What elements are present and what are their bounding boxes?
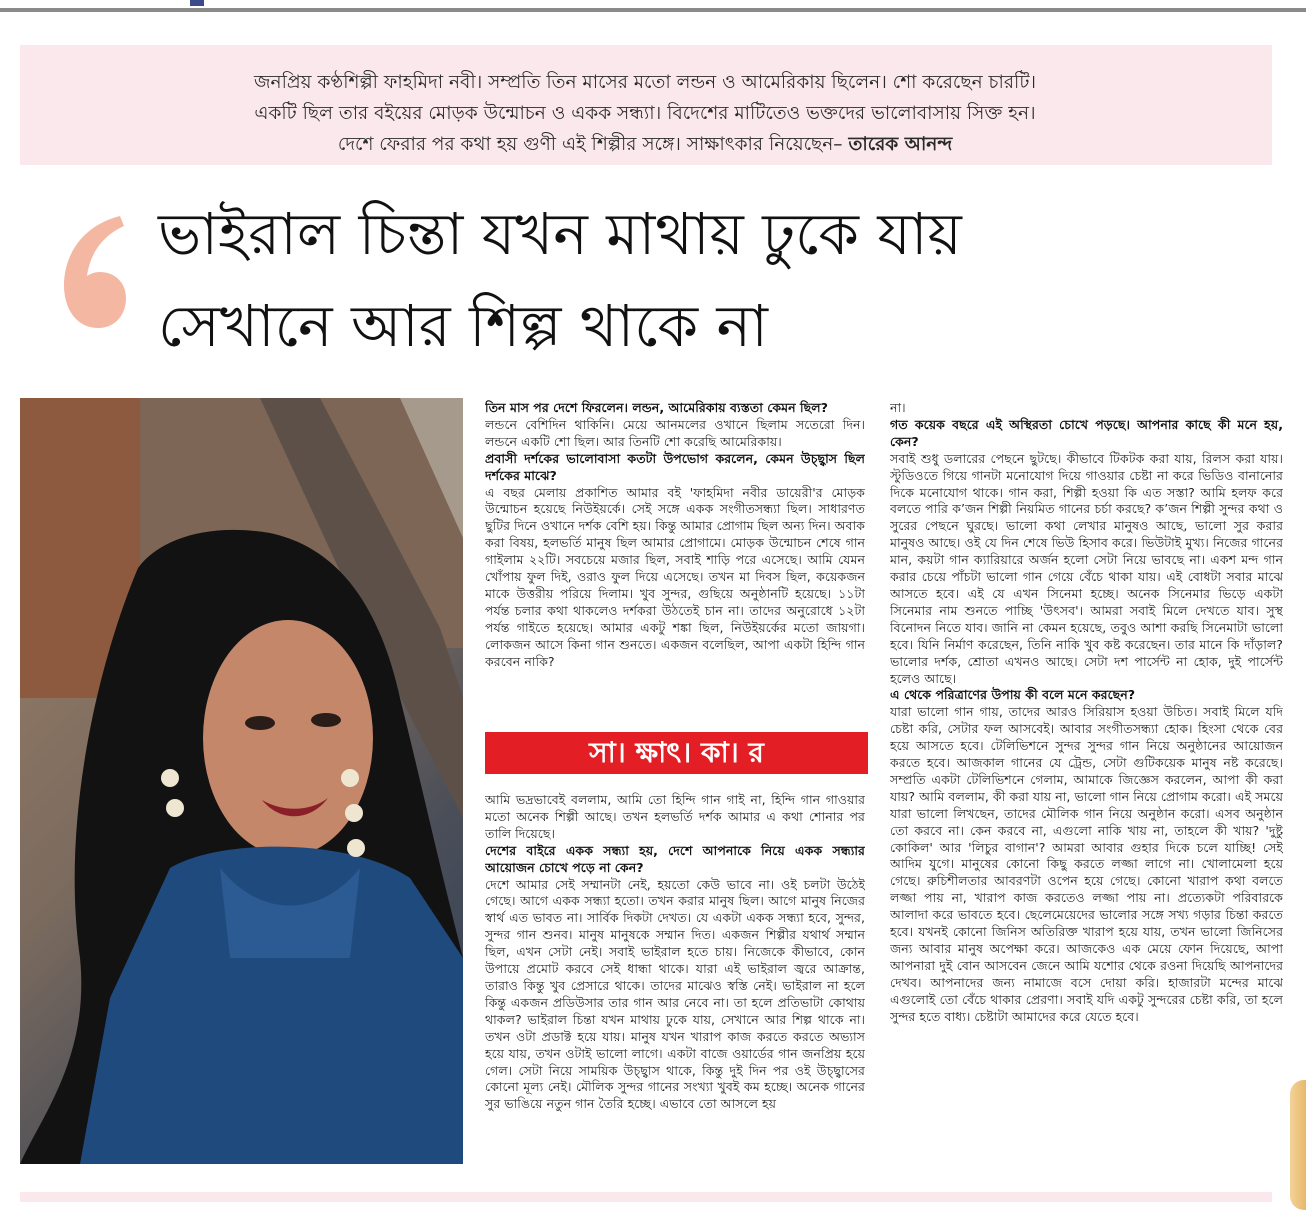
intro-line-3 <box>80 129 1210 160</box>
intro-text <box>80 67 1210 160</box>
interview-question: প্রবাসী দর্শকের ভালোবাসা কতটা উপভোগ করলেন, কেমন উচ্ছ্বাস ছিল দর্শকের মাঝে? <box>485 450 865 483</box>
quote-mark-icon <box>60 212 128 330</box>
interview-answer: এ বছর মেলায় প্রকাশিত আমার বই 'ফাহমিদা নবীর ডায়েরী'র মোড়ক উন্মোচন হয়েছে নিউইয়র্কে। সেই সঙ্গে একক সংগীতসন্ধ্যা ছিল। সাধারণত ছুটির দিনে ওখানে দর্শক বেশি হয়। কিন্তু আমার প্রোগাম ছিল অন্য দিন। অবাক করা বিষয়, হলভর্তি মানুষ ছিল আমার প্রোগামে। মোড়ক উন্মোচন শেষে গান গাইলাম ২২টি। সবচেয়ে মজার ছিল, সবাই শাড়ি পরে এসেছে। আমি যেমন খোঁপায় ফুল দিই, ওরাও ফুল দিয়ে এসেছে। তখন মা দিবস ছিল, কয়েকজন মাকে উত্তরীয় পরিয়ে দিলাম। খুব সুন্দর, গুছিয়ে অনুষ্ঠানটি হয়েছে। ১১টা পর্যন্ত চলার কথা থাকলেও দর্শকরা উঠতেই চান না। তাদের অনুরোধে ১২টা পর্যন্ত গাইতে হয়েছে। আমার একটু শঙ্কা ছিল, নিউইয়র্কের মতো জায়গা। লোকজন আসে কিনা গান শুনতে। একজন বলেছিল, আপা একটা হিন্দি গান করবেন নাকি? <box>485 484 865 669</box>
interview-answer: যারা ভালো গান গায়, তাদের আরও সিরিয়াস হওয়া উচিত। সবাই মিলে যদি চেষ্টা করি, সেটার ফল আসবেই। আবার সংগীতসন্ধ্যা হোক। হিংসা থেকে বের হয়ে আসতে হবে। টেলিভিশনে সুন্দর সুন্দর গান নিয়ে অনুষ্ঠানের আয়োজন করতে হবে। আজকাল গানের যে ট্রেন্ড, সেটা গুটিকয়েক মানুষ নষ্ট করেছে। সম্প্রতি একটা টেলিভিশনে গেলাম, আমাকে জিজ্ঞেস করলেন, আপা কী করা যায়? আমি বললাম, কী করা যায় না, ভালো গান নিয়ে প্রোগাম করো। এই সময়ে যারা ভালো লিখছেন, তাদের মৌলিক গান নিয়ে অনুষ্ঠান করো। এসব অনুষ্ঠান তো করবে না। কেন করবে না, এগুলো নাকি খায় না, তাহলে কী খায়? 'দুষ্টু কোকিল' আর 'লিচুর বাগান'? আমরা আবার গুহার দিকে চলে যাচ্ছি! সেই আদিম যুগে। মানুষের কোনো কিছু করতে লজ্জা লাগে না। খোলামেলা হয়ে গেছে। রুচিশীলতার আবরণটা ওপেন হয়ে গেছে। কোনো খারাপ কথা বলতে লজ্জা পায় না, খারাপ কাজ করতেও লজ্জা পায় না। প্রত্যেকটা পরিবারকে আলাদা করে ভাবতে হবে। ছেলেমেয়েদের ভালোর সঙ্গে সখ্য গড়ার চিন্তা করতে হবে। যখনই কোনো জিনিস অতিরিক্ত খারাপ হয়ে যায়, তখন ভালো জিনিসের জন্য আবার মানুষ অপেক্ষা করে। আজকেও এক মেয়ে ফোন দিয়েছে, আপা আপনারা দুই বোন আসবেন জেনে আমি যশোর থেকে রওনা দিয়েছি আপনাদের দেখব। আপনাদের জন্য নামাজে বসে দোয়া করি। হাজারটা মন্দের মাঝে এগুলোই তো বেঁচে থাকার প্রেরণা। সবাই যদি একটু সুন্দরের চেষ্টা করি, তা হলে সুন্দর হতে বাধ্য। চেষ্টাটা আমাদের করে যেতে হবে। <box>890 704 1283 1024</box>
portrait-photo <box>20 398 463 1164</box>
interview-answer: সবাই শুধু ডলারের পেছনে ছুটছে। কীভাবে টিকটক করা যায়, রিলস করা যায়। স্টুডিওতে গিয়ে গানটা মনোযোগ দিয়ে গাওয়ার চেষ্টা না করে ভিডিও বানানোর দিকে মনোযোগ থাকে। গান করা, শিল্পী হওয়া কি এত সস্তা? আমি হলফ করে বলতে পারি ক’জন শিল্পী নিয়মিত গানের চর্চা করছে? ক’জন শিল্পী সুন্দর কথা ও সুরের পেছনে ঘুরছে। ভালো কথা লেখার মানুষও আছে, ভালো সুর করার মানুষও আছে। ওই যে দিন শেষে ভিউ হিসাব করে। ভিউটাই মুখ্য। নিজের গানের মান, কয়টা গান ক্যারিয়ারে অর্জন হলো সেটা নিয়ে ভাবছে না। একশ মন্দ গান করার চেয়ে পাঁচটা ভালো গান গেয়ে বেঁচে থাকা যায়। এই বোধটা সবার মাঝে আসতে হবে। এই যে এখন সিনেমা হচ্ছে। অনেক সিনেমার ভিড়ে একটা সিনেমার নাম শুনতে পাচ্ছি 'উৎসব'। আমরা সবাই মিলে দেখতে যাব। সুস্থ বিনোদন নিতে যাব। জানি না কেমন হয়েছে, তবুও আশা করছি সিনেমাটা ভালো হবে। যিনি নির্মাণ করেছেন, তিনি নাকি খুব কষ্ট করেছেন। তার মানে কি দাঁড়াল? ভালোর দর্শক, শ্রোতা এখনও আছে। সেটা দশ পার্সেন্ট না হোক, দুই পার্সেন্ট হলেও আছে। <box>890 450 1283 686</box>
portrait-illustration <box>20 398 463 1164</box>
interview-answer: লন্ডনে বেশিদিন থাকিনি। মেয়ে আনমলের ওখানে ছিলাম সতেরো দিন। লন্ডনে একটি শো ছিল। আর তিনটি শো করেছি আমেরিকায়। <box>485 416 865 449</box>
interview-answer: আমি ভদ্রভাবেই বললাম, আমি তো হিন্দি গান গাই না, হিন্দি গান গাওয়ার মতো অনেক শিল্পী আছে। তখন হলভর্তি দর্শক আমার এ কথা শোনার পর তালি দিয়েছে। <box>485 792 865 841</box>
headline <box>158 188 1278 372</box>
headline-line-2: সেখানে আর শিল্প থাকে না <box>158 292 769 360</box>
interview-question: গত কয়েক বছরে এই অস্থিরতা চোখে পড়ছে। আপনার কাছে কী মনে হয়, কেন? <box>890 416 1283 449</box>
bottom-rule <box>20 1192 1272 1202</box>
article-column-2 <box>890 400 1283 1164</box>
article-column-1-bottom <box>485 792 865 1164</box>
section-banner: সা। ক্ষাৎ। কা। র <box>485 732 868 774</box>
intro-line-2: একটি ছিল তার বইয়ের মোড়ক উন্মোচন ও একক সন্ধ্যা। বিদেশের মাটিতেও ভক্তদের ভালোবাসায় সিক্ত হন। <box>254 103 1036 124</box>
interview-answer: না। <box>890 400 906 415</box>
article-column-1-top <box>485 400 865 722</box>
interview-question: দেশের বাইরে একক সন্ধ্যা হয়, দেশে আপনাকে নিয়ে একক সন্ধ্যার আয়োজন চোখে পড়ে না কেন? <box>485 842 865 875</box>
top-color-mark <box>190 0 204 6</box>
interview-question: তিন মাস পর দেশে ফিরলেন। লন্ডন, আমেরিকায় ব্যস্ততা কেমন ছিল? <box>485 400 828 415</box>
adjacent-image-edge <box>1290 1080 1306 1210</box>
intro-box <box>20 45 1272 165</box>
intro-line-3-text: দেশে ফেরার পর কথা হয় গুণী এই শিল্পীর সঙ্গে। সাক্ষাৎকার নিয়েছেন– <box>337 134 843 155</box>
headline-line-1: ভাইরাল চিন্তা যখন মাথায় ঢুকে যায় <box>158 200 962 268</box>
interviewer-name: তারেক আনন্দ <box>848 134 953 155</box>
top-rule <box>0 8 1306 12</box>
interview-answer: দেশে আমার সেই সম্মানটা নেই, হয়তো কেউ ভাবে না। ওই চলটা উঠেই গেছে। আগে একক সন্ধ্যা হতো। তখন করার মানুষ ছিল। আগে মানুষ নিজের স্বার্থ এত ভাবত না। সার্বিক দিকটা দেখত। যে একটা একক সন্ধ্যা হবে, সুন্দর, সুন্দর গান শুনব। মানুষ মানুষকে সম্মান দিত। একজন শিল্পীর যথার্থ সম্মান ছিল, এখন সেটা নেই। সবাই ভাইরাল হতে চায়। নিজেকে কীভাবে, কোন উপায়ে প্রমোট করবে সেই ধান্ধা থাকে। যারা এই ভাইরাল জ্বরে আক্রান্ত, তারাও কিন্তু খুব প্রেসারে থাকে। তাদের মাঝেও স্বস্তি নেই। ভাইরাল না হলে কিন্তু একজন প্রডিউসার তার গান আর নেবে না। তা হলে প্রতিভাটা কোথায় থাকল? ভাইরাল চিন্তা যখন মাথায় ঢুকে যায়, সেখানে আর শিল্প থাকে না। তখন ওটা প্রডাক্ট হয়ে যায়। মানুষ যখন খারাপ কাজ করতে করতে অভ্যাস হয়ে যায়, তখন ওটাই ভালো লাগে। একটা বাজে ওয়ার্ডের গান জনপ্রিয় হয়ে গেল। সেটা নিয়ে সাময়িক উচ্ছ্বাস থাকে, কিন্তু দুই দিন পর ওই উচ্ছ্বাসের কোনো মূল্য নেই। মৌলিক সুন্দর গানের সংখ্যা খুবই কম হচ্ছে। অনেক গানের সুর ভাঙিয়ে নতুন গান তৈরি হচ্ছে। এভাবে তো আসলে হয় <box>485 876 865 1112</box>
interview-question: এ থেকে পরিত্রাণের উপায় কী বলে মনে করছেন? <box>890 687 1136 703</box>
intro-line-1: জনপ্রিয় কণ্ঠশিল্পী ফাহমিদা নবী। সম্প্রতি তিন মাসের মতো লন্ডন ও আমেরিকায় ছিলেন। শো করেছেন চারটি। <box>253 72 1037 93</box>
